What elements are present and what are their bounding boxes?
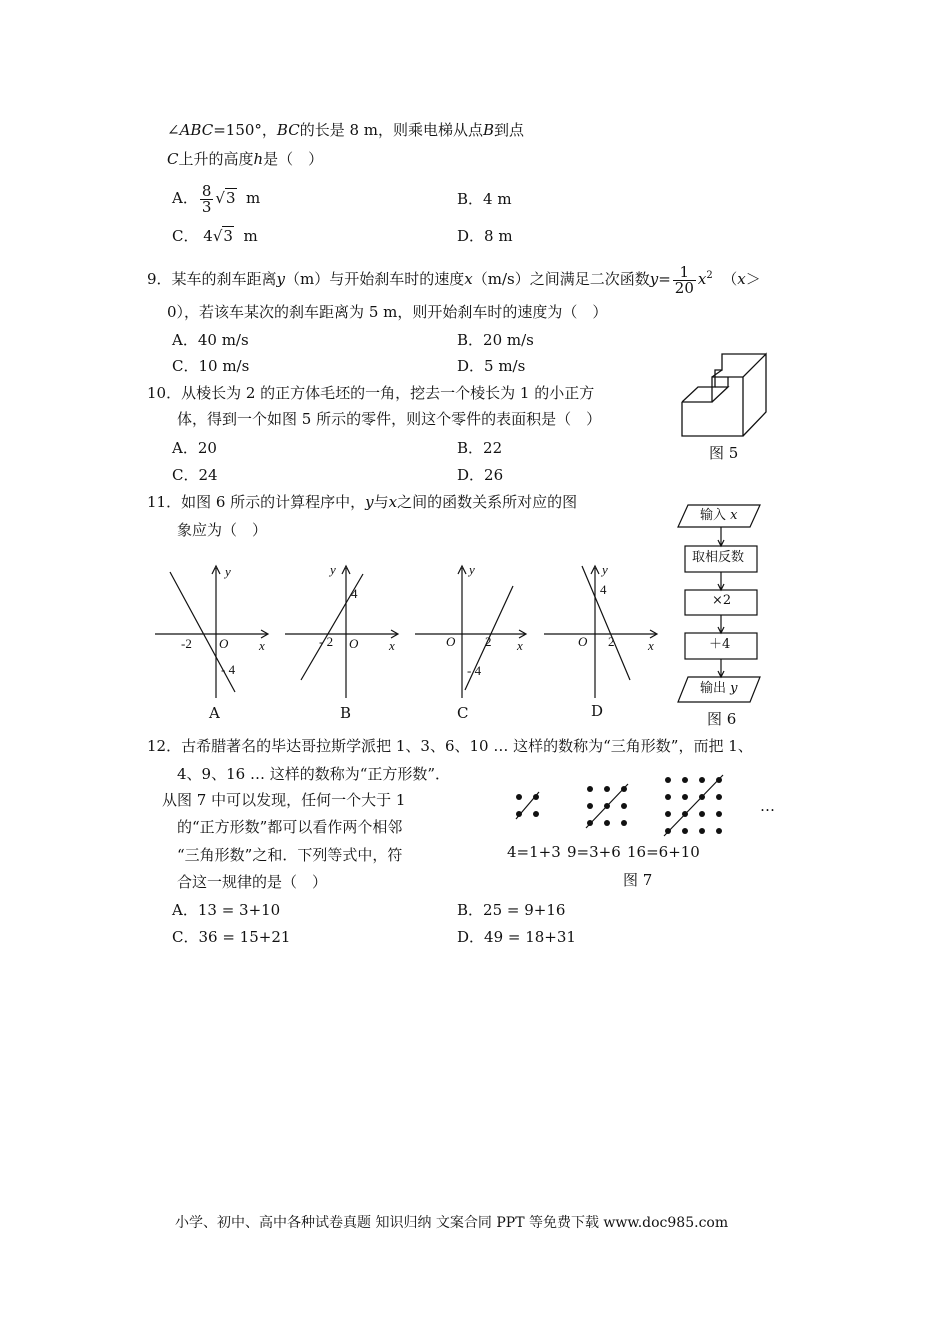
graph-c [413, 562, 533, 722]
graph-b-x-label: x [389, 638, 395, 653]
graph-a-x-label: x [259, 638, 265, 653]
q12-option-c: C．36 = 15+21 [172, 928, 291, 946]
graph-d-y-intercept: 4 [600, 582, 607, 597]
q10-line2: 体，得到一个如图 5 所示的零件，则这个零件的表面积是（ ） [177, 410, 602, 428]
graph-d-x-intercept: 2 [608, 634, 615, 649]
q10-line1: 10．从棱长为 2 的正方体毛坯的一角，挖去一个棱长为 1 的小正方 [147, 384, 595, 402]
q10-option-a: A．20 [172, 439, 217, 457]
q8-line1: ∠ABC=150°，BC的长是 8 m，则乘电梯从点B到点 [167, 121, 525, 139]
q12-option-a: A．13 = 3+10 [172, 901, 281, 919]
graph-d-y-label: y [602, 562, 608, 577]
q12-option-b: B．25 = 9+16 [457, 901, 566, 919]
graph-a-label: A [209, 704, 220, 722]
graph-b-y-intercept: 4 [351, 586, 358, 601]
q8-line2: C上升的高度h是（ ） [167, 150, 324, 168]
flow-step-times-2: ×2 [712, 593, 732, 608]
q9-option-b: B．20 m/s [457, 331, 534, 349]
figure-6-caption: 图 6 [707, 710, 737, 728]
graph-a [155, 562, 275, 722]
q8-option-c: C． 4√3 m [172, 227, 258, 245]
q10-option-b: B．22 [457, 439, 503, 457]
q12-line6: 合这一规律的是（ ） [177, 873, 328, 891]
graph-a-y-label: y [225, 564, 231, 579]
graph-b-x-intercept: - 2 [319, 634, 334, 649]
graph-d-x-label: x [648, 638, 654, 653]
figure-7-eq-2: 9=3+6 [567, 843, 621, 861]
graph-d [544, 562, 664, 722]
q9-line2: 0），若该车某次的刹车距离为 5 m，则开始刹车时的速度为（ ） [167, 303, 608, 321]
flow-step-plus-4: ＋4 [709, 637, 731, 652]
figure-7-caption: 图 7 [623, 871, 653, 889]
graph-a-origin: O [219, 636, 229, 651]
graph-c-origin: O [446, 634, 456, 649]
figure-7-eq-3: 16=6+10 [627, 843, 700, 861]
figure-7-ellipsis: … [760, 797, 775, 815]
q12-line4: 的“正方形数”都可以看作两个相邻 [177, 818, 403, 836]
graph-b-label: B [340, 704, 352, 722]
q8-option-a: A． $\frac{8}{3}$ √3 m [172, 181, 261, 216]
q11-line2: 象应为（ ） [177, 521, 268, 539]
q11-line1: 11．如图 6 所示的计算程序中，y与x之间的函数关系所对应的图 [147, 493, 578, 511]
q12-option-d: D．49 = 18+31 [457, 928, 576, 946]
q12-line1: 12．古希腊著名的毕达哥拉斯学派把 1、3、6、10 … 这样的数称为“三角形数”，而把 1、 [147, 737, 753, 755]
q9-line1: 9．某车的刹车距离y（m）与开始刹车时的速度x（m/s）之间满足二次函数y= $\frac{1}{20}$ $x^2$ （x＞ [147, 262, 761, 297]
graph-b-origin: O [349, 636, 359, 651]
figure-7-eq-1: 4=1+3 [507, 843, 561, 861]
flow-step-negate: 取相反数 [692, 550, 745, 565]
q12-line3: 从图 7 中可以发现，任何一个大于 1 [162, 791, 406, 809]
q10-option-d: D．26 [457, 466, 504, 484]
graph-c-x-intercept: 2 [485, 634, 492, 649]
figure-5-caption: 图 5 [709, 444, 739, 462]
figure-5-cube [680, 352, 770, 442]
q9-option-d: D．5 m/s [457, 357, 526, 375]
q12-line5: “三角形数”之和．下列等式中，符 [177, 846, 403, 864]
graph-d-label: D [591, 702, 604, 720]
flow-output: 输出 y [700, 681, 738, 696]
q9-option-a: A．40 m/s [172, 331, 249, 349]
q9-option-c: C．10 m/s [172, 357, 250, 375]
page-footer: 小学、初中、高中各种试卷真题 知识归纳 文案合同 PPT 等免费下载 www.doc985.com [175, 1215, 729, 1231]
graph-b-y-label: y [330, 562, 336, 577]
graph-c-x-label: x [517, 638, 523, 653]
graph-c-y-label: y [469, 562, 475, 577]
graph-c-label: C [457, 704, 469, 722]
q8-option-d: D．8 m [457, 227, 513, 245]
flow-input: 输入 x [700, 508, 738, 523]
graph-c-y-intercept: - 4 [467, 663, 482, 678]
graph-b [285, 562, 405, 722]
q8-option-b: B．4 m [457, 190, 512, 208]
figure-7-dots [508, 773, 788, 843]
graph-a-x-intercept: -2 [181, 636, 192, 651]
q12-line2: 4、9、16 … 这样的数称为“正方形数”． [177, 765, 451, 783]
q10-option-c: C．24 [172, 466, 218, 484]
graph-d-origin: O [578, 634, 588, 649]
graph-a-y-intercept: - 4 [221, 662, 236, 677]
